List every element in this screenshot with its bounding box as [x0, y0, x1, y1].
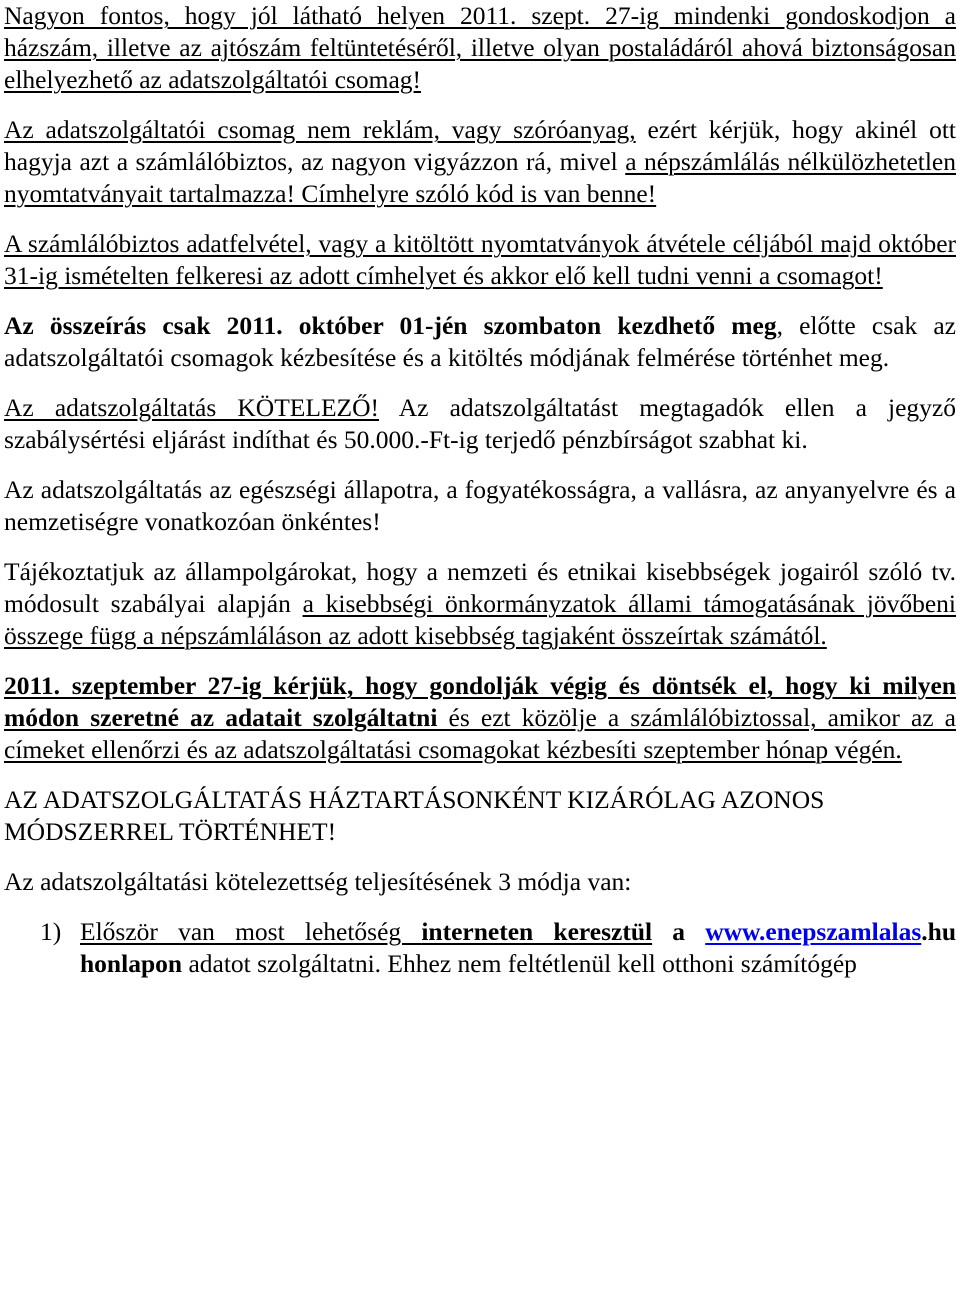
bold-text: a: [652, 917, 706, 946]
paragraph-6: [4, 474, 956, 538]
paragraph-3: [4, 228, 956, 292]
bold-underlined-text: interneten keresztül: [421, 917, 653, 946]
underlined-text: Nagyon fontos, hogy jól látható helyen 2011. szept. 27-ig mindenki gondoskodjon a házszám, illetve az ajtószám feltüntetéséről, illetve olyan postaládáról ahová biztonságosan elhelyezhető az adatszolgáltatói csomag!: [4, 1, 956, 94]
paragraph-4: [4, 310, 956, 374]
paragraph-text: , előtte csak az adatszolgáltatói csomagok kézbesítése és a kitöltés módjának felmérése történhet meg.: [4, 311, 956, 372]
paragraph-8: [4, 670, 956, 766]
underlined-text: és ezt közölje a számlálóbiztossal, amikor az a címeket ellenőrzi és az adatszolgáltatási csomagokat kézbesíti szeptember hónap végén.: [4, 703, 956, 764]
paragraph-text: Az adatszolgáltatási kötelezettség teljesítésének 3 módja van:: [4, 867, 632, 896]
paragraph-text: AZ ADATSZOLGÁLTATÁS HÁZTARTÁSONKÉNT KIZÁRÓLAG AZONOS MÓDSZERREL TÖRTÉNHET!: [4, 785, 825, 846]
underlined-text: A számlálóbiztos adatfelvétel, vagy a kitöltött nyomtatványok átvétele céljából majd október 31-ig ismételten felkeresi az adott címhelyet és akkor elő kell tudni venni a csomagot!: [4, 229, 956, 290]
underlined-text: a népszámlálás nélkülözhetetlen nyomtatványait tartalmazza! Címhelyre szóló kód is van benne!: [4, 147, 956, 208]
paragraph-text: Az adatszolgáltatás az egészségi állapotra, a fogyatékosságra, a vallásra, az anyanyelvre és a nemzetiségre vonatkozóan önkéntes!: [4, 475, 956, 536]
website-link[interactable]: www.enepszamlalas: [705, 917, 922, 946]
bold-text: .hu honlapon: [80, 917, 957, 978]
list-item: [40, 916, 956, 980]
paragraph-10: [4, 866, 956, 898]
paragraph-2: [4, 114, 956, 210]
underlined-text: Az adatszolgáltatás KÖTELEZŐ!: [4, 393, 380, 422]
bold-underlined-text: 2011. szeptember 27-ig kérjük, hogy gondolják végig és döntsék el, hogy ki milyen módon szeretné az adatait szolgáltatni: [4, 671, 956, 732]
underlined-text: Először van most lehetőség: [80, 917, 422, 946]
bold-text: Az összeírás csak 2011. október 01-jén szombaton kezdhető meg: [4, 311, 777, 340]
paragraph-5: [4, 392, 956, 456]
paragraph-9: [4, 784, 956, 848]
underlined-text: Az adatszolgáltatói csomag nem reklám, vagy szóróanyag,: [4, 115, 636, 144]
underlined-text: a kisebbségi önkormányzatok állami támogatásának jövőbeni összege függ a népszámláláson az adott kisebbség tagjaként összeírtak számától.: [4, 589, 956, 650]
paragraph-text: Tájékoztatjuk az állampolgárokat, hogy a nemzeti és etnikai kisebbségek jogairól szóló tv. módosult szabályai alapján: [4, 557, 956, 618]
paragraph-1: [4, 0, 956, 96]
paragraph-text: Az adatszolgáltatást megtagadók ellen a jegyző szabálysértési eljárást indíthat és 50.000.-Ft-ig terjedő pénzbírságot szabhat ki.: [4, 393, 956, 454]
paragraph-text: ezért kérjük, hogy akinél ott hagyja azt a számlálóbiztos, az nagyon vigyázzon rá, mivel: [4, 115, 956, 176]
paragraph-text: adatot szolgáltatni. Ehhez nem feltétlenül kell otthoni számítógép: [182, 949, 857, 978]
paragraph-7: [4, 556, 956, 652]
list-number: 1): [40, 917, 62, 946]
list-item-text: [80, 916, 956, 980]
